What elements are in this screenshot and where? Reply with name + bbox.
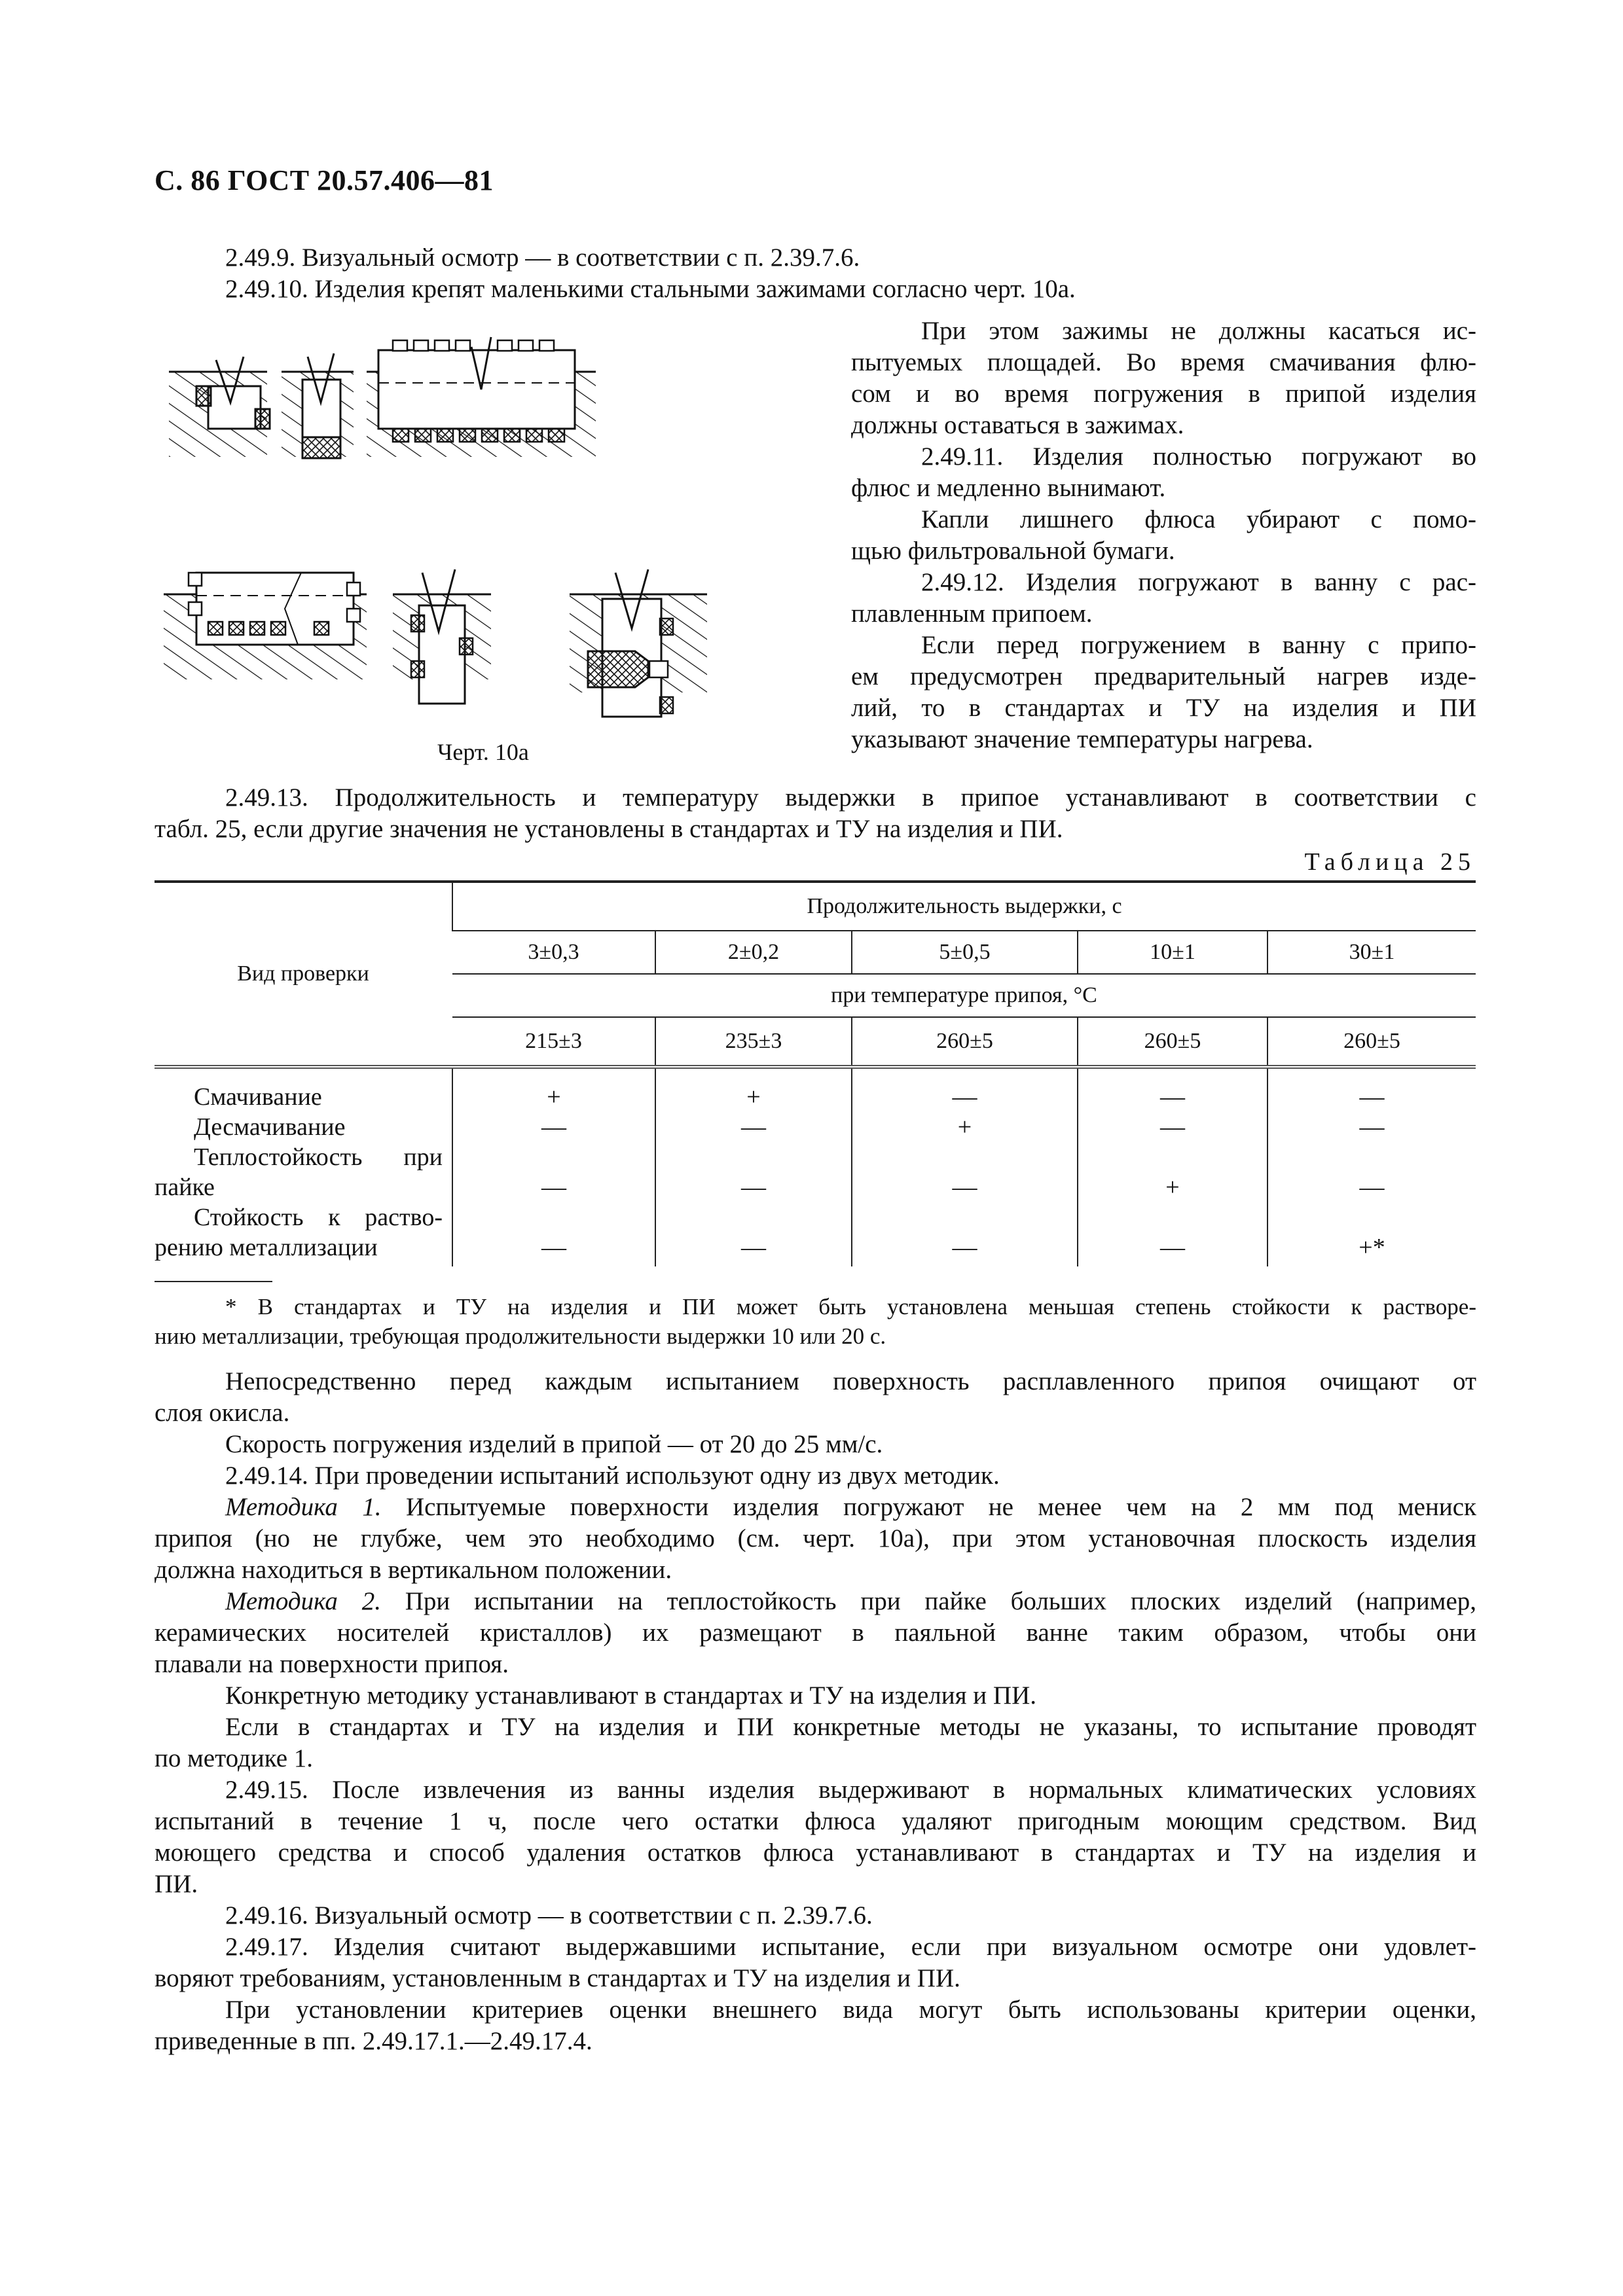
- table-cell: — — — +*: [1267, 1082, 1476, 1266]
- temperature-value: 260±5: [1267, 1017, 1476, 1067]
- body-line: воряют требованиям, установленным в стандартах и ТУ на изделия и ПИ.: [155, 1964, 960, 1992]
- body-line: Непосредственно перед каждым испытанием поверхность расплавленного припоя очищают от: [225, 1367, 1476, 1395]
- body-line: Конкретную методику устанавливают в стандартах и ТУ на изделия и ПИ.: [225, 1681, 1037, 1710]
- right-col-line: флюс и медленно вынимают.: [851, 474, 1166, 502]
- paragraph-2-49-17: 2.49.17. Изделия считают выдержавшими испытание, если при визуальном осмотре они удовлет-: [225, 1933, 1476, 1961]
- body-line: по методике 1.: [155, 1744, 314, 1772]
- fixture-drawing-3: [367, 337, 596, 457]
- paragraph-2-49-9: 2.49.9. Визуальный осмотр — в соответствии с п. 2.39.7.6.: [225, 243, 860, 272]
- table-cell: + — — —: [452, 1082, 655, 1266]
- right-col-line: Если перед погружением в ванну с припо-: [921, 631, 1476, 659]
- temperature-value: 260±5: [1078, 1017, 1267, 1067]
- figure-10a-drawing: [151, 321, 845, 740]
- page-header: С. 86 ГОСТ 20.57.406—81: [155, 164, 494, 196]
- paragraph-2-49-15: 2.49.15. После извлечения из ванны изделия выдерживают в нормальных климатических условиях: [225, 1776, 1476, 1804]
- right-col-line: 2.49.11. Изделия полностью погружают во: [921, 442, 1476, 471]
- fixture-drawing-6: [570, 569, 707, 717]
- temperature-value: 235±3: [655, 1017, 852, 1067]
- footnote-line-2: нию металлизации, требующая продолжительности выдержки 10 или 20 с.: [155, 1323, 886, 1349]
- right-col-line: указывают значение температуры нагрева.: [851, 725, 1313, 753]
- body-line: должна находиться в вертикальном положении.: [155, 1556, 672, 1584]
- right-col-line: плавленным припоем.: [851, 600, 1093, 628]
- duration-value: 3±0,3: [452, 931, 655, 974]
- temperature-value: 215±3: [452, 1017, 655, 1067]
- table-25: [155, 880, 1476, 1266]
- body-line: испытаний в течение 1 ч, после чего остатки флюса удаляют пригодным моющим средством. Вид: [155, 1807, 1476, 1835]
- paragraph-2-49-10: 2.49.10. Изделия крепят маленькими стальными зажимами согласно черт. 10а.: [225, 275, 1076, 303]
- method-2-line: Методика 2. При испытании на теплостойкость при пайке больших плоских изделий (например,: [225, 1587, 1476, 1615]
- footnote-line-1: * В стандартах и ТУ на изделия и ПИ может быть установлена меньшая степень стойкости к растворе-: [225, 1294, 1476, 1319]
- duration-value: 5±0,5: [852, 931, 1078, 974]
- fixture-drawing-5: [393, 569, 491, 704]
- right-col-line: 2.49.12. Изделия погружают в ванну с рас-: [921, 568, 1476, 596]
- body-line: ПИ.: [155, 1870, 198, 1898]
- column-header-check-type: Вид проверки: [155, 882, 452, 1067]
- right-col-line: Капли лишнего флюса убирают с помо-: [921, 505, 1476, 533]
- body-line: Если в стандартах и ТУ на изделия и ПИ конкретные методы не указаны, то испытание проводят: [225, 1713, 1476, 1741]
- body-line: плавали на поверхности припоя.: [155, 1650, 509, 1678]
- body-line: керамических носителей кристаллов) их размещают в паяльной ванне таким образом, чтобы они: [155, 1619, 1476, 1647]
- footnote-rule: [155, 1281, 272, 1282]
- body-line: При установлении критериев оценки внешнего вида могут быть использованы критерии оценки,: [225, 1996, 1476, 2024]
- duration-value: 30±1: [1267, 931, 1476, 974]
- body-line: слоя окисла.: [155, 1399, 290, 1427]
- fixture-drawing-1: [169, 357, 270, 457]
- right-col-line: При этом зажимы не должны касаться ис-: [921, 317, 1476, 345]
- right-col-line: ем предусмотрен предварительный нагрев изде-: [851, 662, 1476, 691]
- table-cell: — — + —: [1078, 1082, 1267, 1266]
- right-col-line: должны оставаться в зажимах.: [851, 411, 1184, 439]
- duration-value: 2±0,2: [655, 931, 852, 974]
- right-col-line: лий, то в стандартах и ТУ на изделия и ПИ: [851, 694, 1476, 722]
- body-line: припоя (но не глубже, чем это необходимо (см. черт. 10а), при этом установочная плоскость изделия: [155, 1524, 1476, 1552]
- body-line: приведенные в пп. 2.49.17.1.—2.49.17.4.: [155, 2027, 593, 2055]
- figure-caption: Черт. 10а: [437, 739, 529, 765]
- body-line: Скорость погружения изделий в припой — от 20 до 25 мм/с.: [225, 1430, 883, 1458]
- method-1-line: Методика 1. Испытуемые поверхности изделия погружают не менее чем на 2 мм под мениск: [225, 1493, 1476, 1521]
- table-cell: + — — —: [655, 1082, 852, 1266]
- table-cell: — + — —: [852, 1082, 1078, 1266]
- paragraph-2-49-16: 2.49.16. Визуальный осмотр — в соответствии с п. 2.39.7.6.: [225, 1901, 873, 1929]
- temperature-value: 260±5: [852, 1017, 1078, 1067]
- fixture-drawing-2: [282, 353, 354, 458]
- paragraph-2-49-14: 2.49.14. При проведении испытаний используют одну из двух методик.: [225, 1462, 1000, 1490]
- duration-header: Продолжительность выдержки, с: [452, 882, 1476, 931]
- right-col-line: пытуемых площадей. Во время смачивания флю-: [851, 348, 1476, 376]
- paragraph-2-49-13-line-2: табл. 25, если другие значения не установлены в стандартах и ТУ на изделия и ПИ.: [155, 815, 1063, 843]
- duration-value: 10±1: [1078, 931, 1267, 974]
- body-line: моющего средства и способ удаления остатков флюса устанавливают в стандартах и ТУ на изделия и: [155, 1839, 1476, 1867]
- table-title: Таблица 25: [1304, 848, 1476, 876]
- row-label: Смачивание Десмачивание Теплостойкость при пайке Стойкость к раство- рению металлизации: [155, 1083, 443, 1261]
- paragraph-2-49-13-line-1: 2.49.13. Продолжительность и температуру выдержки в припое устанавливают в соответствии с: [225, 783, 1476, 812]
- right-col-line: сом и во время погружения в припой изделия: [851, 380, 1476, 408]
- table-row: [155, 1082, 1476, 1266]
- fixture-drawing-4: [164, 573, 367, 679]
- temperature-header: при температуре припоя, °С: [452, 974, 1476, 1017]
- right-col-line: щью фильтровальной бумаги.: [851, 537, 1175, 565]
